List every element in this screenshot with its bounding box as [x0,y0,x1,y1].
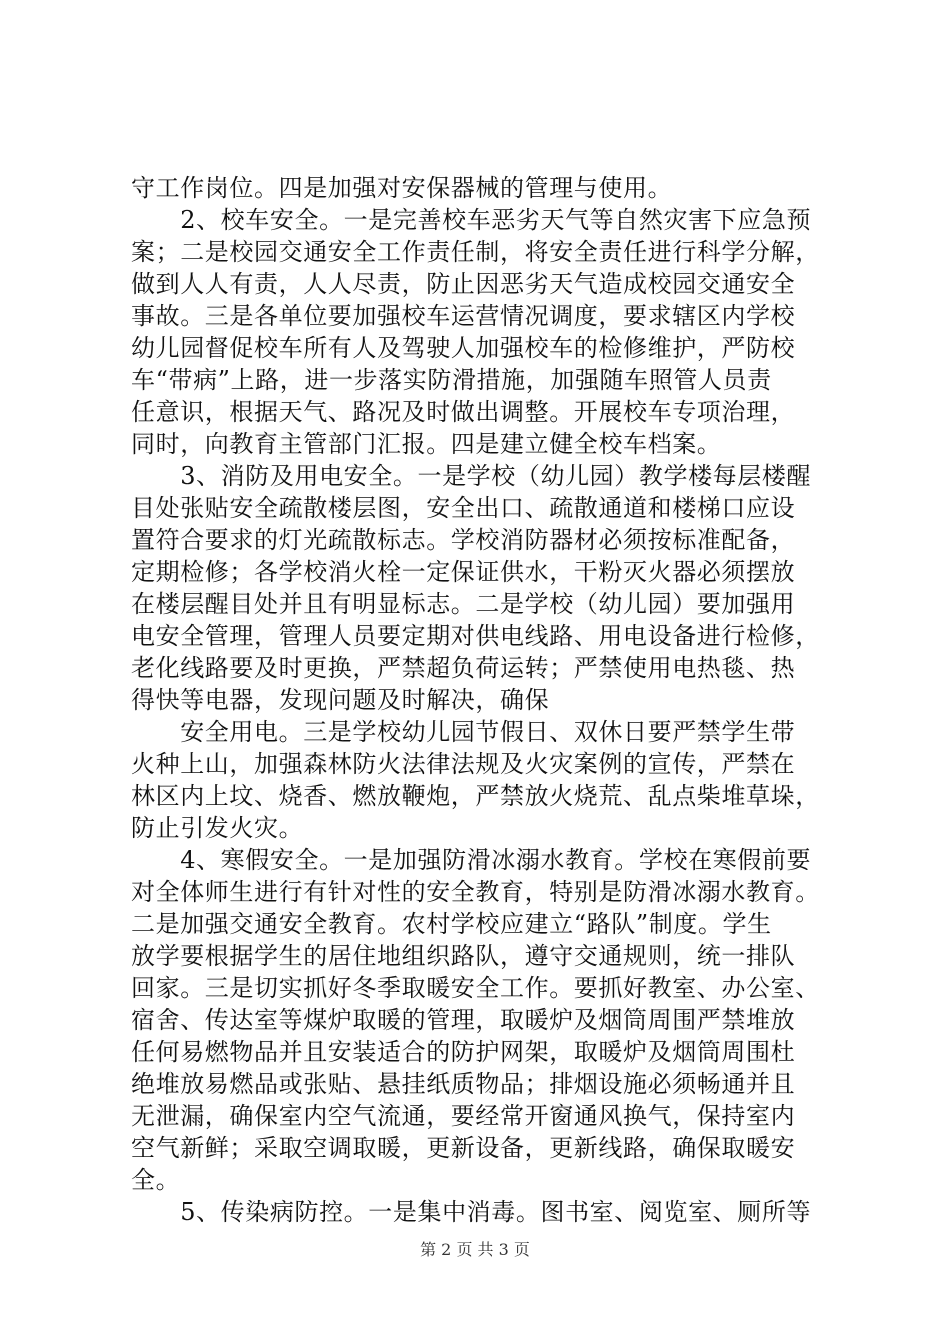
text-line: 案；二是校园交通安全工作责任制，将安全责任进行科学分解， [131,238,820,266]
text-line: 置符合要求的灯光疏散标志。学校消防器材必须按标准配备， [131,526,796,554]
text-line: 火种上山，加强森林防火法律法规及火灾案例的宣传，严禁在 [131,750,796,778]
text-line: 4、寒假安全。一是加强防滑冰溺水教育。学校在寒假前要 [131,846,812,874]
text-line: 无泄漏，确保室内空气流通，要经常开窗通风换气，保持室内 [131,1102,796,1130]
text-line: 得快等电器，发现问题及时解决，确保 [131,686,550,714]
text-line: 3、消防及用电安全。一是学校（幼儿园）教学楼每层楼醒 [131,462,812,490]
document-body [131,172,831,1228]
text-line: 放学要根据学生的居住地组织路队，遵守交通规则，统一排队 [131,942,796,970]
text-line: 老化线路要及时更换，严禁超负荷运转；严禁使用电热毯、热 [131,654,796,682]
text-line: 绝堆放易燃品或张贴、悬挂纸质物品；排烟设施必须畅通并且 [131,1070,796,1098]
text-line: 2、校车安全。一是完善校车恶劣天气等自然灾害下应急预 [131,206,812,234]
text-line: 车“带病”上路，进一步落实防滑措施，加强随车照管人员责 [131,366,772,394]
text-line: 任意识，根据天气、路况及时做出调整。开展校车专项治理， [131,398,796,426]
text-line: 在楼层醒目处并且有明显标志。二是学校（幼儿园）要加强用 [131,590,796,618]
text-line: 林区内上坟、烧香、燃放鞭炮，严禁放火烧荒、乱点柴堆草垛， [131,782,820,810]
text-line: 同时，向教育主管部门汇报。四是建立健全校车档案。 [131,430,722,458]
page-footer: 第 2 页 共 3 页 [420,1240,530,1259]
text-line: 宿舍、传达室等煤炉取暖的管理，取暖炉及烟筒周围严禁堆放 [131,1006,796,1034]
text-line: 防止引发火灾。 [131,814,304,842]
text-line: 做到人人有责，人人尽责，防止因恶劣天气造成校园交通安全 [131,270,796,298]
text-line: 事故。三是各单位要加强校车运营情况调度，要求辖区内学校 [131,302,796,330]
text-line: 空气新鲜；采取空调取暖，更新设备，更新线路，确保取暖安 [131,1134,796,1162]
text-line: 5、传染病防控。一是集中消毒。图书室、阅览室、厕所等 [131,1198,812,1226]
text-line: 对全体师生进行有针对性的安全教育，特别是防滑冰溺水教育。 [131,878,820,906]
text-line: 定期检修；各学校消火栓一定保证供水，干粉灭火器必须摆放 [131,558,796,586]
text-line: 安全用电。三是学校幼儿园节假日、双休日要严禁学生带 [131,718,796,746]
text-line: 守工作岗位。四是加强对安保器械的管理与使用。 [131,174,673,202]
text-line: 目处张贴安全疏散楼层图，安全出口、疏散通道和楼梯口应设 [131,494,796,522]
text-line: 二是加强交通安全教育。农村学校应建立“路队”制度。学生 [131,910,772,938]
text-line: 电安全管理，管理人员要定期对供电线路、用电设备进行检修， [131,622,820,650]
text-line: 幼儿园督促校车所有人及驾驶人加强校车的检修维护，严防校 [131,334,796,362]
text-line: 回家。三是切实抓好冬季取暖安全工作。要抓好教室、办公室、 [131,974,820,1002]
text-line: 全。 [131,1166,181,1194]
text-line: 任何易燃物品并且安装适合的防护网架，取暖炉及烟筒周围杜 [131,1038,796,1066]
